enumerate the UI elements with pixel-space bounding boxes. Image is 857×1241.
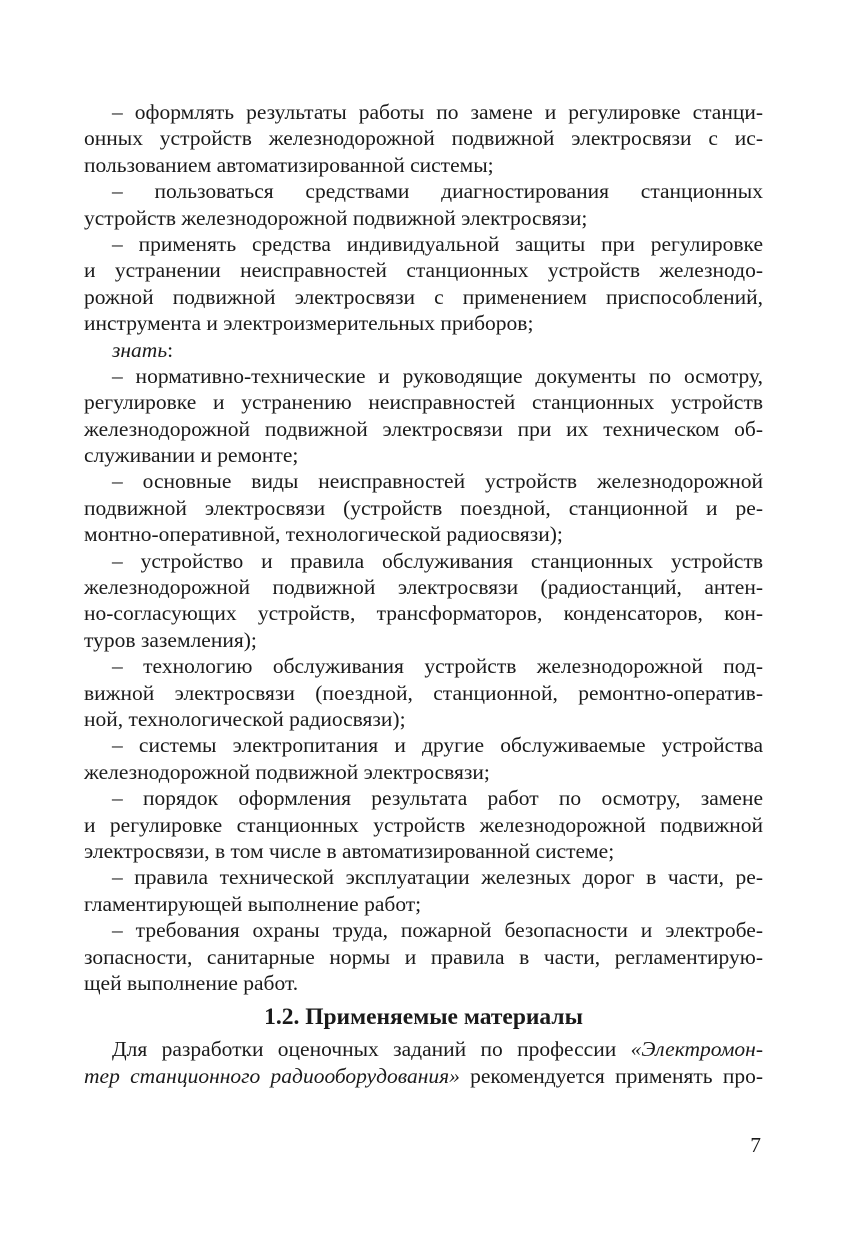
text-line: устройств железнодорожной подвижной электросвязи;	[84, 205, 588, 230]
text-line: вижной электросвязи (поездной, станционной, ремонтно-оператив-	[84, 680, 763, 705]
text-line: – применять средства индивидуальной защиты при регулировке	[112, 231, 763, 256]
text-line: – правила технической эксплуатации железных дорог в части, ре-	[112, 865, 763, 890]
know-label-line	[84, 337, 763, 363]
text-line: но-согласующих устройств, трансформаторов, конденсаторов, кон-	[84, 601, 763, 626]
text-line: ной, технологической радиосвязи);	[84, 706, 406, 731]
text-line: инструмента и электроизмерительных приборов;	[84, 311, 534, 336]
intro-profession-title: тер станционного радиооборудования»	[84, 1063, 460, 1088]
section-heading: 1.2. Применяемые материалы	[264, 1004, 583, 1031]
list-item	[84, 864, 763, 917]
list-item	[84, 178, 763, 231]
text-line: – технологию обслуживания устройств железнодорожной под-	[112, 654, 763, 679]
text-line: зопасности, санитарные нормы и правила в части, регламентирую-	[84, 944, 763, 969]
text-line: – порядок оформления результата работ по осмотру, замене	[112, 786, 763, 811]
text-line	[84, 1063, 763, 1089]
text-line: – нормативно-технические и руководящие документы по осмотру,	[112, 363, 763, 388]
text-line: – устройство и правила обслуживания станционных устройств	[112, 548, 763, 573]
intro-profession-title: «Электромон-	[630, 1037, 763, 1062]
text-line: электросвязи, в том числе в автоматизированной системе;	[84, 838, 615, 863]
text-line: гламентирующей выполнение работ;	[84, 891, 422, 916]
text-line: – системы электропитания и другие обслуживаемые устройства	[112, 733, 763, 758]
intro-paragraph	[84, 1036, 763, 1089]
list-item	[84, 732, 763, 785]
know-label-word: знать	[112, 337, 168, 362]
text-line: – пользоваться средствами диагностирования станционных	[112, 179, 763, 204]
list-item	[84, 785, 763, 864]
text-line: – основные виды неисправностей устройств железнодорожной	[112, 469, 763, 494]
text-line: щей выполнение работ.	[84, 970, 299, 995]
know-label-colon: :	[167, 337, 174, 362]
list-item	[84, 99, 763, 178]
intro-text: рекомендуется применять про-	[459, 1063, 763, 1088]
text-line: рожной подвижной электросвязи с применением приспособлений,	[84, 284, 763, 309]
page-body	[84, 99, 763, 1089]
know-label	[84, 337, 763, 363]
text-line: – требования охраны труда, пожарной безопасности и электробе-	[112, 918, 763, 943]
text-line: железнодорожной подвижной электросвязи при их техническом об-	[84, 416, 763, 441]
text-line: и устранении неисправностей станционных устройств железнодо-	[84, 258, 763, 283]
text-line: – оформлять результаты работы по замене и регулировке станци-	[112, 100, 763, 124]
text-line: подвижной электросвязи (устройств поездной, станционной и ре-	[84, 495, 763, 520]
intro-text: Для разработки оценочных заданий по профессии	[112, 1037, 631, 1062]
page-number: 7	[750, 1133, 761, 1157]
text-line: регулировке и устранению неисправностей станционных устройств	[84, 390, 763, 415]
text-line: и регулировке станционных устройств железнодорожной подвижной	[84, 812, 763, 837]
text-line: пользованием автоматизированной системы;	[84, 152, 494, 177]
list-item	[84, 653, 763, 732]
list-item	[84, 917, 763, 996]
list-item	[84, 363, 763, 469]
text-line: монтно-оперативной, технологической радиосвязи);	[84, 522, 563, 547]
text-line: туров заземления);	[84, 627, 257, 652]
list-item	[84, 548, 763, 654]
text-line: железнодорожной подвижной электросвязи;	[84, 759, 490, 784]
text-line: служивании и ремонте;	[84, 443, 299, 468]
text-line: онных устройств железнодорожной подвижной электросвязи с ис-	[84, 126, 763, 151]
list-item	[84, 468, 763, 547]
text-line: железнодорожной подвижной электросвязи (радиостанций, антен-	[84, 575, 763, 600]
text-line	[84, 1036, 763, 1062]
list-item	[84, 231, 763, 337]
